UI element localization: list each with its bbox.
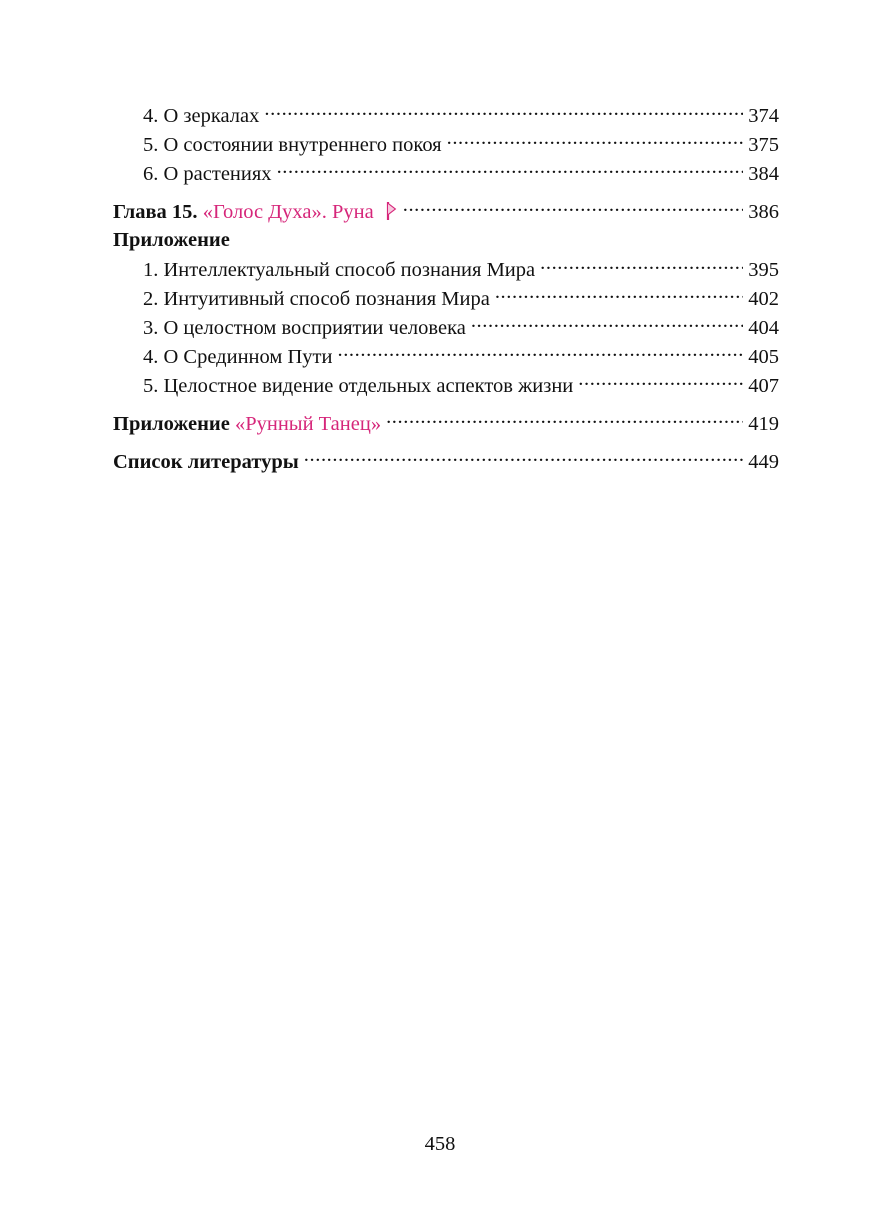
page-number: 458 xyxy=(424,1133,456,1155)
toc-entry-title: 1. Интеллектуальный способ познания Мира xyxy=(143,258,536,281)
appendix-label: Приложение xyxy=(113,229,230,251)
table-of-contents xyxy=(113,101,779,476)
dot-leader xyxy=(540,255,743,276)
appendix-dance-title: «Рунный Танец» xyxy=(234,412,382,435)
toc-entry-title: 5. Целостное видение отдельных аспектов жизни xyxy=(143,374,574,397)
toc-appendix-heading[interactable] xyxy=(113,226,779,255)
dot-leader xyxy=(495,284,743,305)
toc-entry-title: 3. О целостном восприятии человека xyxy=(143,316,466,339)
toc-chapter-15[interactable] xyxy=(113,197,779,226)
dot-leader xyxy=(403,197,744,218)
toc-entry-title: 5. О состоянии внутреннего покоя xyxy=(143,133,442,156)
toc-appendix-dance-heading xyxy=(113,410,381,439)
dot-leader xyxy=(447,130,744,151)
dot-leader xyxy=(578,371,743,392)
dot-leader xyxy=(471,313,743,334)
toc-entry-page: 407 xyxy=(748,374,779,397)
toc-chapter-heading xyxy=(113,198,398,227)
rune-wunjo-icon xyxy=(384,201,398,221)
toc-entry[interactable] xyxy=(113,313,779,342)
bibliography-title: Список литературы xyxy=(113,450,299,473)
toc-entry-page: 374 xyxy=(748,104,779,127)
toc-entry-page: 402 xyxy=(748,287,779,310)
toc-entry[interactable] xyxy=(113,101,779,130)
toc-entry-page: 419 xyxy=(748,412,779,435)
toc-entry[interactable] xyxy=(113,255,779,284)
toc-entry[interactable] xyxy=(113,284,779,313)
chapter-title: «Голос Духа». Руна xyxy=(202,200,374,223)
toc-entry-page: 386 xyxy=(748,200,779,223)
dot-leader xyxy=(386,409,743,430)
toc-entry[interactable] xyxy=(113,159,779,188)
toc-entry-page: 449 xyxy=(748,450,779,473)
toc-entry-page: 404 xyxy=(748,316,779,339)
toc-entry-page: 384 xyxy=(748,162,779,185)
toc-entry-page: 375 xyxy=(748,133,779,156)
toc-entry-page: 405 xyxy=(748,345,779,368)
dot-leader xyxy=(304,447,743,468)
toc-entry-title: 2. Интуитивный способ познания Мира xyxy=(143,287,490,310)
toc-bibliography[interactable] xyxy=(113,447,779,476)
dot-leader xyxy=(277,159,744,180)
toc-entry-title: 4. О Срединном Пути xyxy=(143,345,333,368)
appendix-label: Приложение xyxy=(113,412,230,435)
dot-leader xyxy=(264,101,743,122)
toc-appendix-rune-dance[interactable] xyxy=(113,409,779,438)
toc-entry-title: 6. О растениях xyxy=(143,162,272,185)
toc-entry-page: 395 xyxy=(748,258,779,281)
chapter-label: Глава 15. xyxy=(113,200,198,223)
dot-leader xyxy=(337,342,743,363)
toc-entry[interactable] xyxy=(113,130,779,159)
toc-entry[interactable] xyxy=(113,371,779,400)
toc-entry[interactable] xyxy=(113,342,779,371)
toc-entry-title: 4. О зеркалах xyxy=(143,104,260,127)
